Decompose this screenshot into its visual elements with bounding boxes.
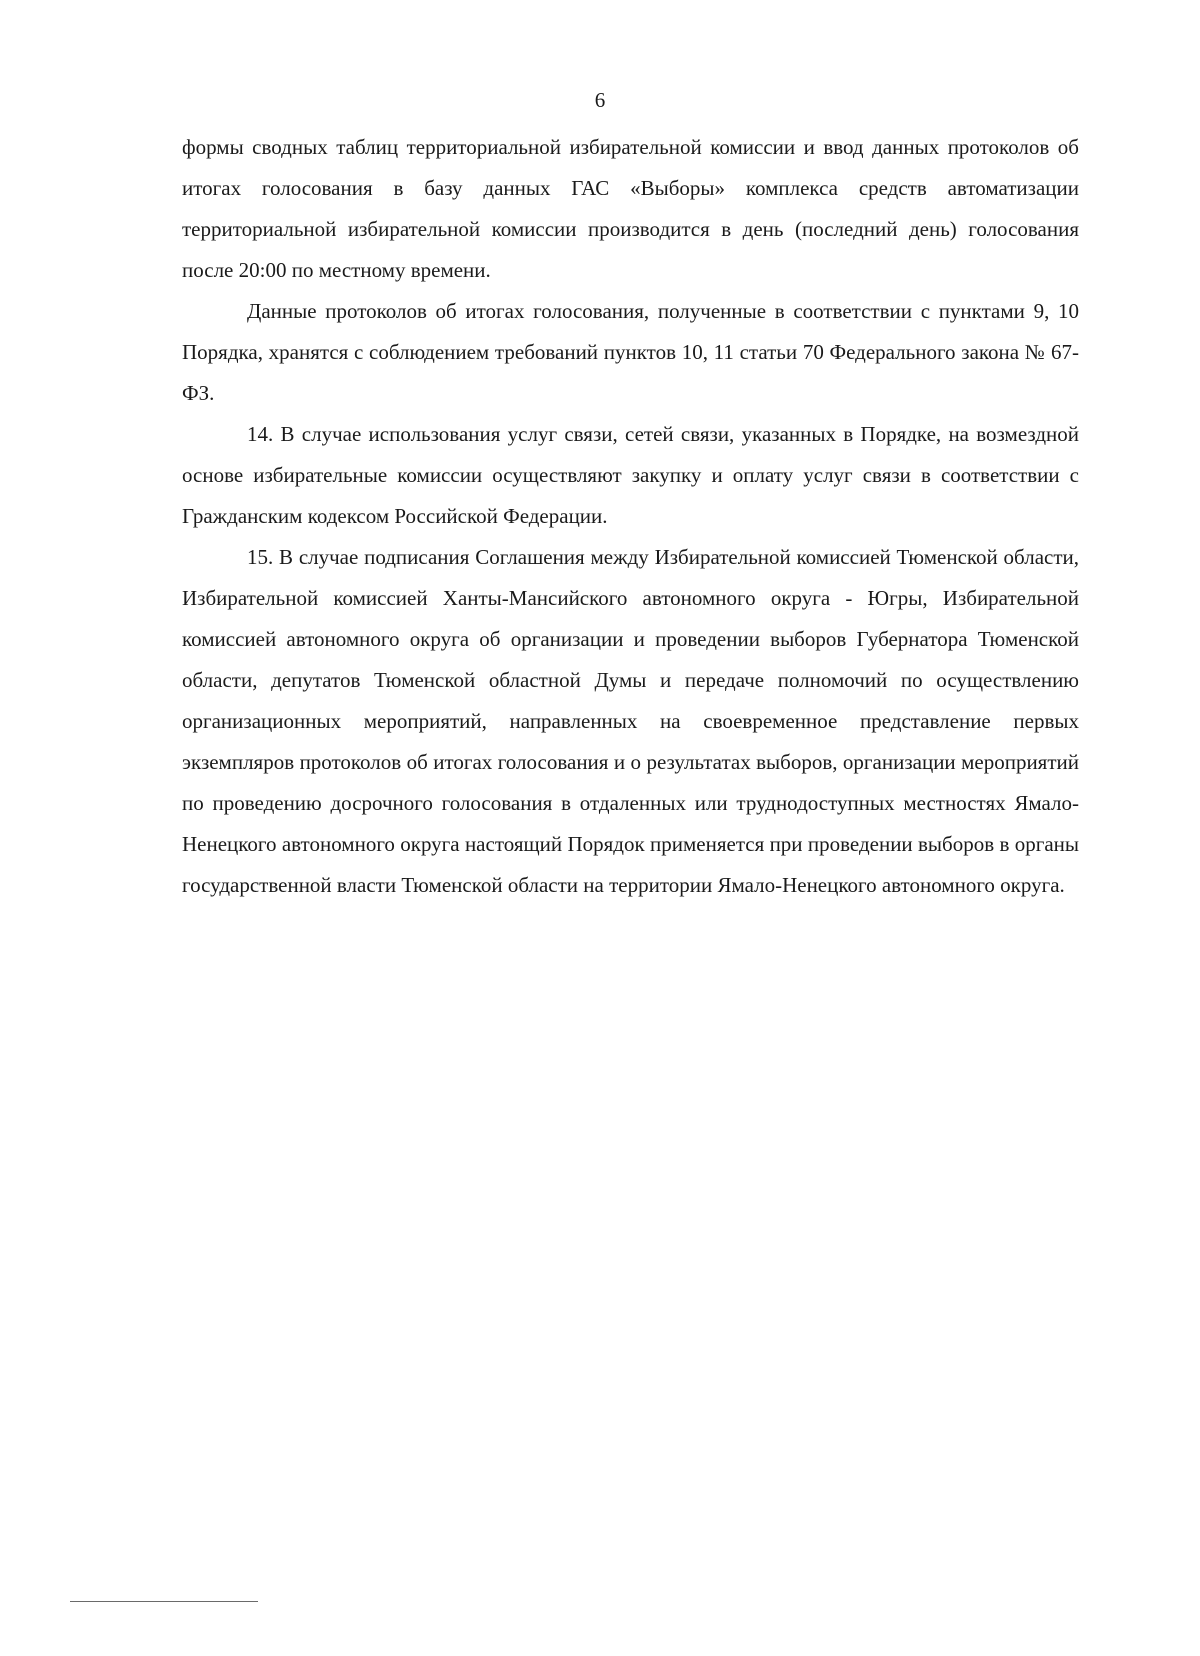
page-number: 6 <box>594 88 606 112</box>
paragraph-item-14: 14. В случае использования услуг связи, сетей связи, указанных в Порядке, на возмездной основе избирательные комиссии осуществляют закупку и оплату услуг связи в соответствии с Гражданским кодексом Российской Федерации. <box>182 422 1079 528</box>
document-body <box>182 127 1079 906</box>
paragraph-item-15: 15. В случае подписания Соглашения между Избирательной комиссией Тюменской области, Избирательной комиссией Ханты-Мансийского автономного округа - Югры, Избирательной комиссией автономного округа об организации и проведении выборов Губернатора Тюменской области, депутатов Тюменской областной Думы и передаче полномочий по осуществлению организационных мероприятий, направленных на своевременное представление первых экземпляров протоколов об итогах голосования и о результатах выборов, организации мероприятий по проведению досрочного голосования в отдаленных или труднодоступных местностях Ямало-Ненецкого автономного округа настоящий Порядок применяется при проведении выборов в органы государственной власти Тюменской области на территории Ямало-Ненецкого автономного округа. <box>182 545 1079 897</box>
paragraph-continuation: формы сводных таблиц территориальной избирательной комиссии и ввод данных протоколов об итогах голосования в базу данных ГАС «Выборы» комплекса средств автоматизации территориальной избирательной комиссии производится в день (последний день) голосования после 20:00 по местному времени. <box>182 135 1079 282</box>
footer-divider <box>70 1601 258 1602</box>
paragraph-protocol-data: Данные протоколов об итогах голосования, полученные в соответствии с пунктами 9, 10 Порядка, хранятся с соблюдением требований пунктов 10, 11 статьи 70 Федерального закона № 67-ФЗ. <box>182 299 1079 405</box>
